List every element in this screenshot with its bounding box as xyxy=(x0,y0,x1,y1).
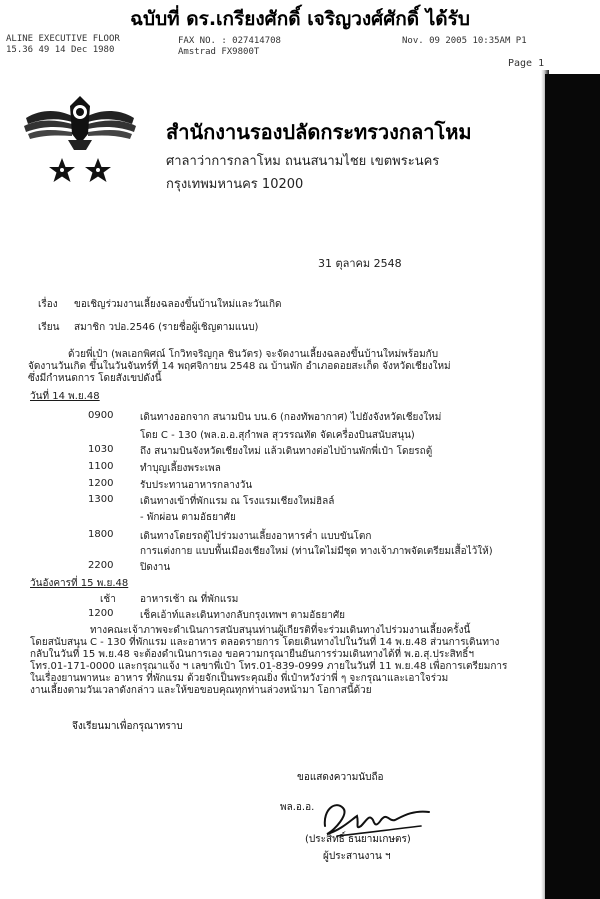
copy-recipient-title: ฉบับที่ ดร.เกรียงศักดิ์ เจริญวงศ์ศักดิ์ ได้รับ xyxy=(130,8,470,30)
schedule-time: 1200 xyxy=(88,478,114,489)
signer-name: (ประสิทธิ์ ธนยามเกษตร) xyxy=(305,834,411,845)
org-city: กรุงเทพมหานคร 10200 xyxy=(166,177,304,192)
subject-label: เรื่อง xyxy=(38,299,58,310)
letter-date: 31 ตุลาคม 2548 xyxy=(318,257,402,270)
fax-number: FAX NO. : 027414708 xyxy=(178,36,281,46)
schedule-desc: เดินทางออกจาก สนามบิน บน.6 (กองทัพอากาศ) ไปยังจังหวัดเชียงใหม่ xyxy=(140,412,442,423)
support-line: กลับในวันที่ 15 พ.ย.48 จะต้องดำเนินการเอง ขอความกรุณายืนยันการร่วมเดินทางได้ที่ พ.อ.สุ.ประสิทธิ์ฯ xyxy=(30,649,474,660)
to-label: เรียน xyxy=(38,322,60,333)
support-paragraph xyxy=(30,625,515,697)
respect-line: ขอแสดงความนับถือ xyxy=(297,772,384,783)
schedule-time: 1800 xyxy=(88,529,114,540)
fax-header-left xyxy=(6,34,120,56)
schedule-desc: เดินทางโดยรถตู้ไปร่วมงานเลี้ยงอาหารค่ำ แบบขันโตก xyxy=(140,531,372,542)
page-label: Page 1 xyxy=(508,58,545,69)
schedule-time: 1100 xyxy=(88,461,114,472)
ministry-emblem-icon xyxy=(20,90,140,190)
org-address: ศาลาว่าการกลาโหม ถนนสนามไชย เขตพระนคร xyxy=(166,154,440,169)
schedule-desc: ปิดงาน xyxy=(140,562,171,573)
schedule-time: เช้า xyxy=(100,594,116,605)
support-line: งานเลี้ยงตามวันเวลาดังกล่าว และให้ขอขอบคุณทุกท่านล่วงหน้ามา โอกาสนี้ด้วย xyxy=(30,685,372,696)
schedule-time: 0900 xyxy=(88,410,114,421)
signer-rank: พล.อ.อ. xyxy=(280,802,315,813)
fax-timestamp: Nov. 09 2005 10:35AM P1 xyxy=(402,36,527,46)
schedule-time: 1300 xyxy=(88,494,114,505)
schedule-desc: อาหารเช้า ณ ที่พักแรม xyxy=(140,594,239,605)
to-text: สมาชิก วปอ.2546 (รายชื่อผู้เชิญตามแนบ) xyxy=(74,322,259,333)
schedule-desc: ถึง สนามบินจังหวัดเชียงใหม่ แล้วเดินทางต่อไปบ้านพักพี่เป๋า โดยรถตู้ xyxy=(140,446,433,457)
schedule-time: 1200 xyxy=(88,608,114,619)
schedule-desc: รับประทานอาหารกลางวัน xyxy=(140,480,253,491)
schedule-desc-cont: โดย C - 130 (พล.อ.อ.สุกำพล สุวรรณทัต จัดเครื่องบินสนับสนุน) xyxy=(140,430,415,441)
schedule-desc: เดินทางเข้าที่พักแรม ณ โรงแรมเชียงใหม่ฮิลล์ xyxy=(140,496,335,507)
signer-title: ผู้ประสานงาน ฯ xyxy=(323,851,391,862)
support-line: โทร.01-171-0000 และกรุณาแจ้ง ฯ เลขาพี่เป๋า โทร.01-839-0999 ภายในวันที่ 11 พ.ย.48 เพื่อการเตรียมการ xyxy=(30,661,508,672)
schedule-desc-cont: การแต่งกาย แบบพื้นเมืองเชียงใหม่ (ท่านใดไม่มีชุด ทางเจ้าภาพจัดเตรียมเสื้อไว้ให้) xyxy=(140,546,493,557)
schedule-desc: ทำบุญเลี้ยงพระเพล xyxy=(140,463,221,474)
subject-text: ขอเชิญร่วมงานเลี้ยงฉลองขึ้นบ้านใหม่และวันเกิด xyxy=(74,299,282,310)
schedule-desc: เช็คเอ้าท์และเดินทางกลับกรุงเทพฯ ตามอัธยาศัย xyxy=(140,610,346,621)
intro-line: ด้วยพี่เป๋า (พลเอกพิศณ์ โกวิทจริญกุล ชินวัตร) จะจัดงานเลี้ยงฉลองขึ้นบ้านใหม่พร้อมกับ xyxy=(68,349,439,360)
intro-line: ซึ่งมีกำหนดการ โดยสังเขปดังนี้ xyxy=(28,373,162,384)
fax-sender: ALINE EXECUTIVE FLOOR xyxy=(6,34,120,44)
intro-line: จัดงานวันเกิด ขึ้นในวันจันทร์ที่ 14 พฤศจิกายน 2548 ณ บ้านพัก อำเภอดอยสะเก็ด จังหวัดเชียงใหม่ xyxy=(28,361,451,372)
day1-label: วันที่ 14 พ.ย.48 xyxy=(30,391,100,402)
fax-header-mid xyxy=(178,36,281,58)
support-line: โดยสนับสนุน C - 130 ที่พักแรม และอาหาร ตลอดรายการ โดยเดินทางไปในวันที่ 14 พ.ย.48 ส่วนการเดินทาง xyxy=(30,637,500,648)
intro-paragraph xyxy=(28,349,513,385)
day2-label: วันอังคารที่ 15 พ.ย.48 xyxy=(30,578,129,589)
scan-dark-edge xyxy=(545,74,600,899)
fax-sender-date: 15.36 49 14 Dec 1980 xyxy=(6,45,115,55)
support-line: ทางคณะเจ้าภาพจะดำเนินการสนับสนุนท่านผู้เกียรติที่จะร่วมเดินทางไปร่วมงานเลี้ยงครั้งนี้ xyxy=(90,625,471,636)
schedule-time: 1030 xyxy=(88,444,114,455)
support-line: ในเรื่องยานพาหนะ อาหาร ที่พักแรม ด้วยจักเป็นพระคุณยิ่ง พี่เป๋าหวังว่าพี่ ๆ จะกรุณาและเอาใจร่วม xyxy=(30,673,449,684)
schedule-time: 2200 xyxy=(88,560,114,571)
org-name: สำนักงานรองปลัดกระทรวงกลาโหม xyxy=(166,120,472,144)
schedule-desc-cont: - พักผ่อน ตามอัธยาศัย xyxy=(140,512,236,523)
fax-model: Amstrad FX9800T xyxy=(178,47,260,57)
closing-line: จึงเรียนมาเพื่อกรุณาทราบ xyxy=(72,721,183,732)
